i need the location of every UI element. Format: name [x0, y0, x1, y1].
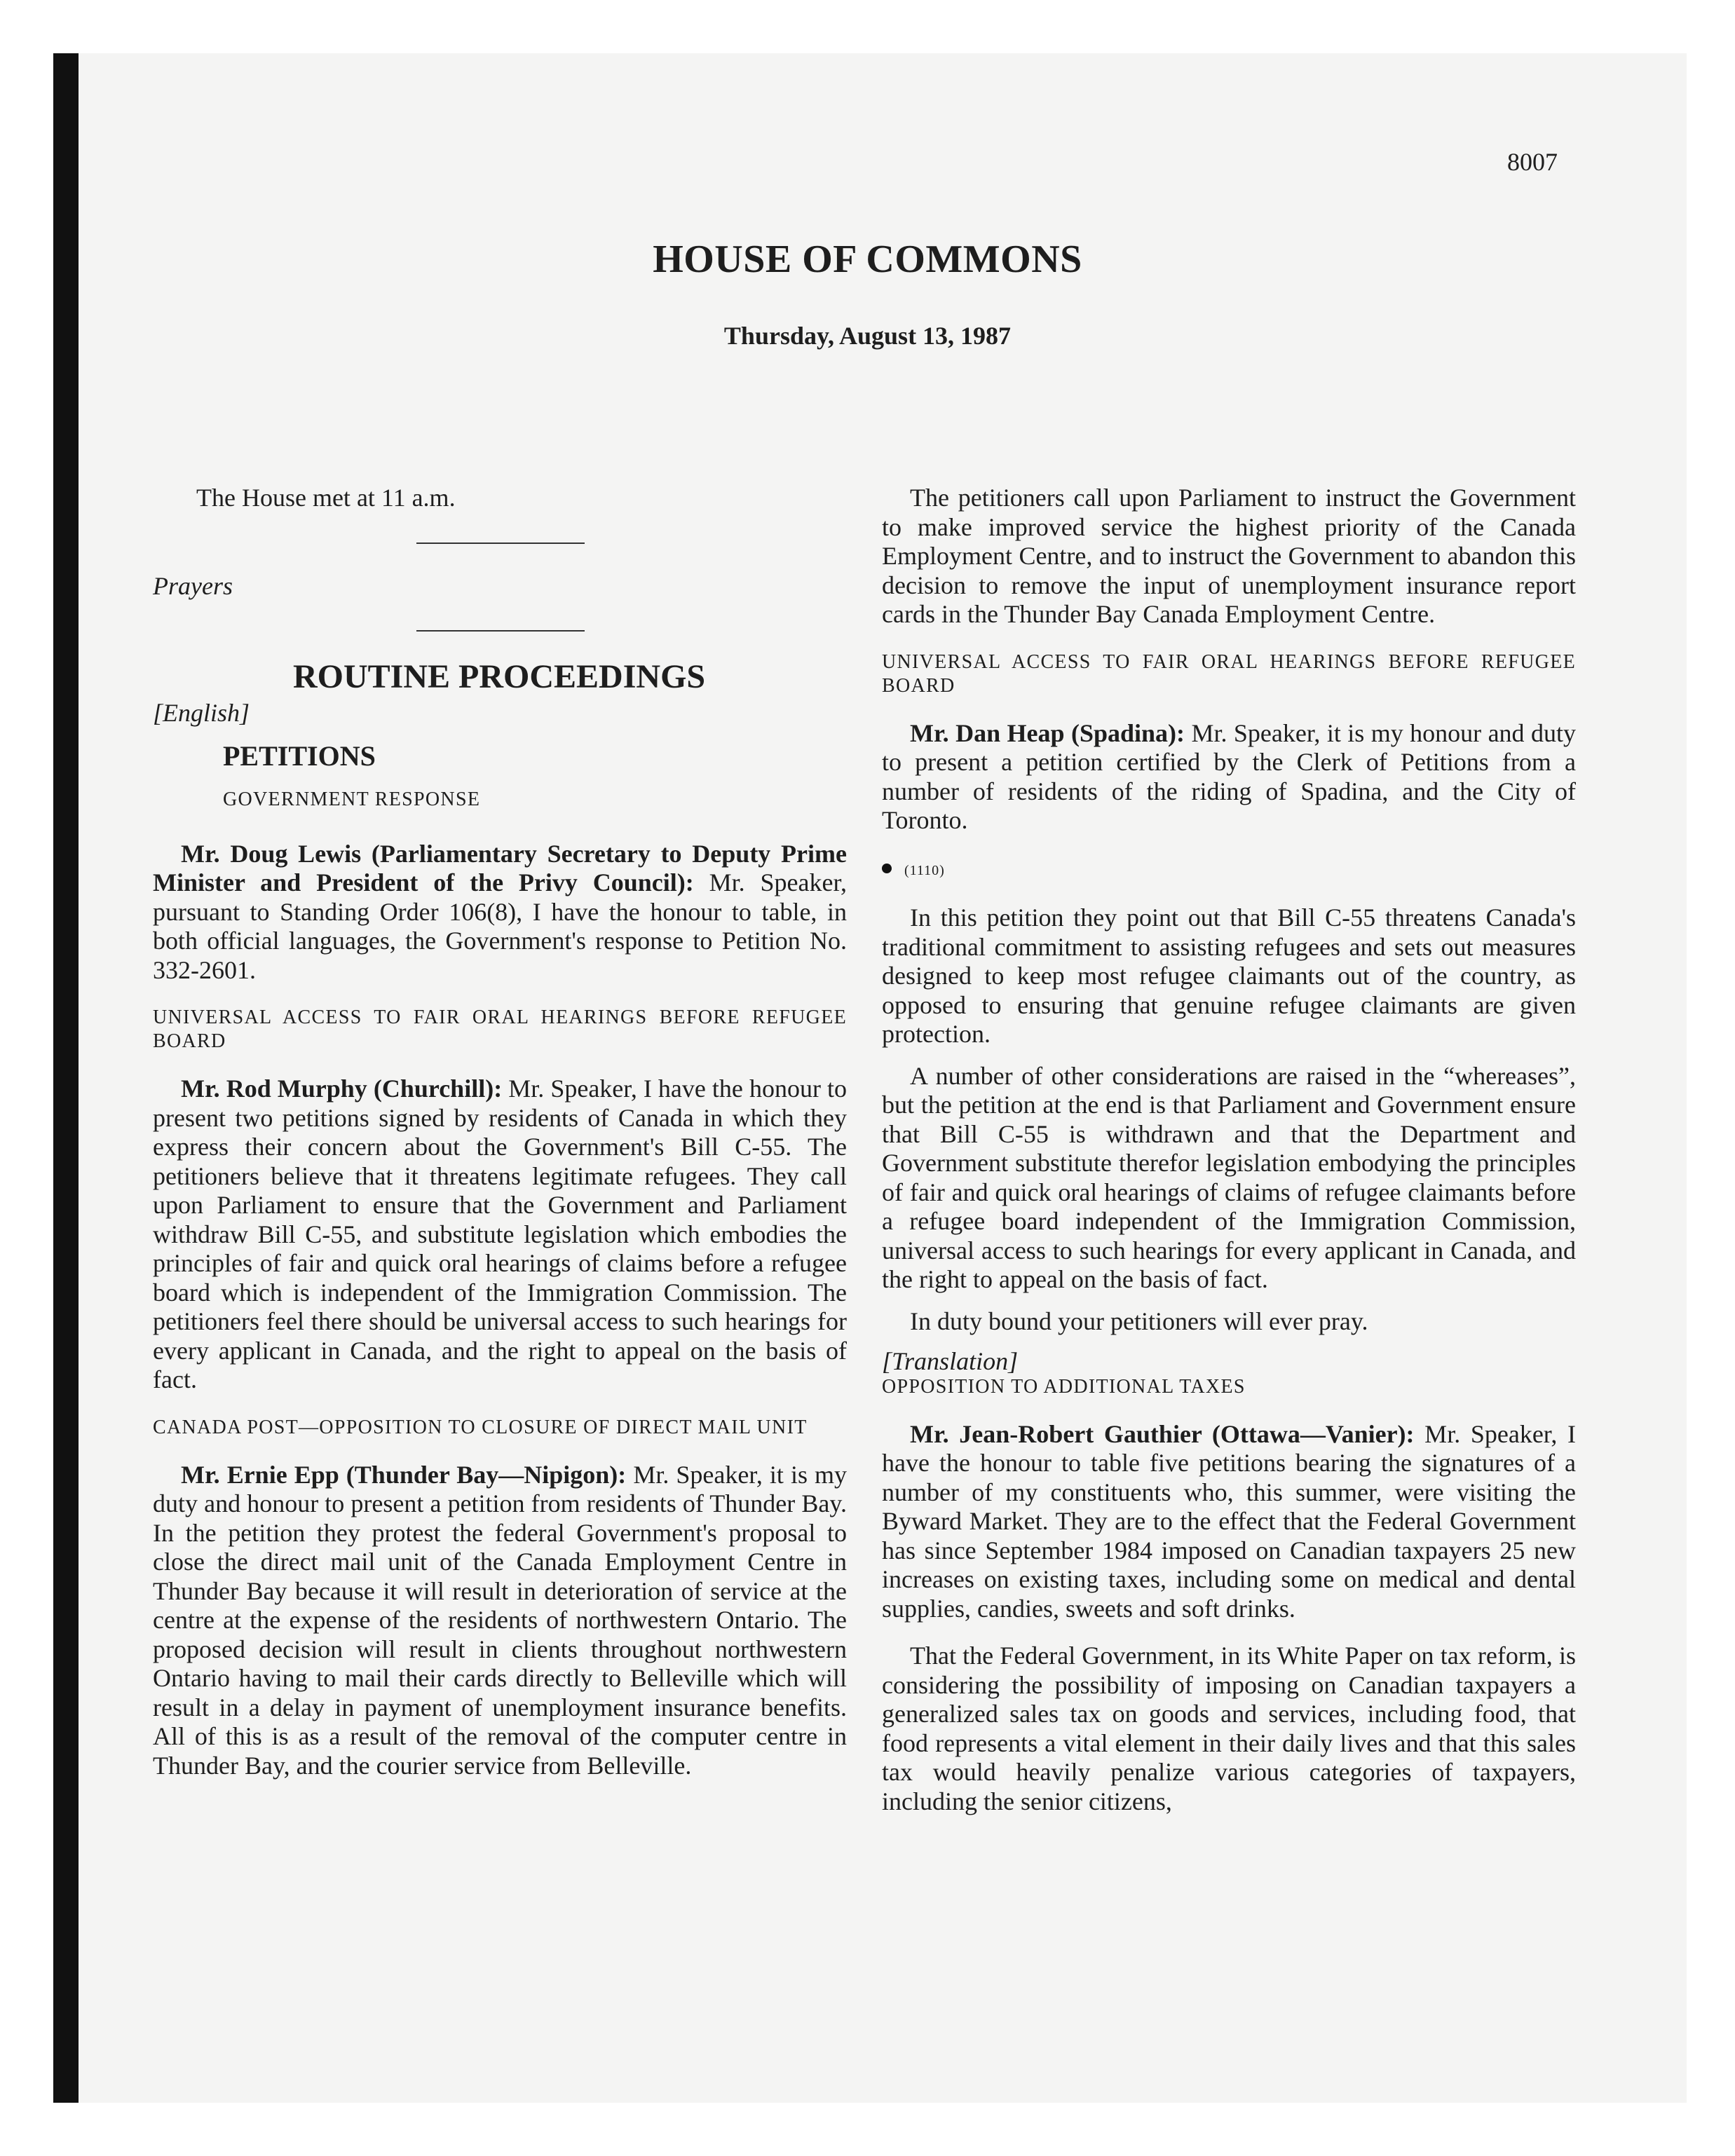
language-marker: [English]	[153, 698, 250, 727]
heap-text: Mr. Speaker, it is my honour and duty to present a petition certified by the Clerk of Petitions from a number of residents of the riding of Spadina, and the City of Toronto.	[882, 718, 1576, 834]
divider-rule	[416, 543, 585, 544]
bullet-dot-icon	[882, 864, 892, 873]
epp-continued-paragraph: The petitioners call upon Parliament to instruct the Government to make improved service the highest priority of the Canada Employment Centre, and to instruct the Government to abandon this decision to remove the input of unemployment insurance report cards in the Thunder Bay Canada Employment Centre.	[882, 484, 1576, 628]
page-number: 8007	[1507, 148, 1558, 176]
translation-marker: [Translation]	[882, 1347, 1019, 1375]
house-title: HOUSE OF COMMONS	[653, 238, 1082, 281]
refugee-heading: UNIVERSAL ACCESS TO FAIR ORAL HEARINGS BEFORE REFUGEE BOARD	[153, 1007, 847, 1052]
petitions-heading: PETITIONS	[223, 740, 376, 772]
refugee-heading: UNIVERSAL ACCESS TO FAIR ORAL HEARINGS BEFORE REFUGEE BOARD	[882, 650, 1576, 697]
binding-edge	[53, 53, 79, 2103]
heap-paragraph	[882, 719, 1576, 835]
gauthier-paragraph	[882, 1420, 1576, 1624]
gauthier-paragraph-2: That the Federal Government, in its White Paper on tax reform, is considering the possibility of imposing on Canadian taxpayers a generalized sales tax on goods and services, including food, that food represents a vital element in their daily lives and that this sales tax would heavily penalize various categories of taxpayers, including the senior citizens,	[882, 1642, 1576, 1815]
canada-post-heading: CANADA POST—OPPOSITION TO CLOSURE OF DIRECT MAIL UNIT	[153, 1416, 808, 1438]
lewis-speaker: Mr. Doug Lewis (Parliamentary Secretary to Deputy Prime Minister and President of the Privy Council):	[153, 839, 847, 896]
opening-text: The House met at 11 a.m.	[196, 484, 456, 512]
gauthier-speaker: Mr. Jean-Robert Gauthier (Ottawa—Vanier):	[910, 1419, 1415, 1448]
divider-rule	[416, 630, 585, 632]
heap-paragraph-3: A number of other considerations are raised in the “whereases”, but the petition at the end is that Parliament and Government ensure that Bill C-55 is withdrawn and that the Department and Government substitute therefor legislation embodying the principles of fair and quick oral hearings of claims of refugee claimants before a refugee board independent of the Immigration Commission, universal access to such hearings for every applicant in Canada, and the right to appeal on the basis of fact.	[882, 1061, 1576, 1293]
time-marker: (1110)	[904, 862, 945, 878]
gauthier-text: Mr. Speaker, I have the honour to table five petitions bearing the signatures of a number of my constituents who, this summer, were visiting the Byward Market. They are to the effect that the Federal Government has since September 1984 imposed on Canadian taxpayers 25 new increases on existing taxes, including some on medical and dental supplies, candies, sweets and soft drinks.	[882, 1419, 1576, 1623]
lewis-text: Mr. Speaker, pursuant to Standing Order 106(8), I have the honour to table, in both official languages, the Government's response to Petition No. 332-2601.	[153, 868, 847, 984]
epp-speaker: Mr. Ernie Epp (Thunder Bay—Nipigon):	[181, 1460, 627, 1489]
routine-proceedings-heading: ROUTINE PROCEEDINGS	[293, 658, 706, 695]
taxes-heading: OPPOSITION TO ADDITIONAL TAXES	[882, 1375, 1246, 1398]
sitting-date: Thursday, August 13, 1987	[723, 322, 1012, 350]
time-marker-line	[882, 852, 1576, 886]
prayers-heading: Prayers	[153, 571, 233, 600]
heap-speaker: Mr. Dan Heap (Spadina):	[910, 718, 1185, 747]
epp-paragraph	[153, 1461, 847, 1781]
heap-paragraph-4: In duty bound your petitioners will ever pray.	[910, 1306, 1368, 1335]
government-response-heading: GOVERNMENT RESPONSE	[223, 788, 481, 810]
epp-text: Mr. Speaker, it is my duty and honour to present a petition from residents of Thunder Bay. In the petition they protest the federal Government's proposal to close the direct mail unit of the Canada Employment Centre in Thunder Bay because it will result in deterioration of service at the centre at the expense of the residents of northwestern Ontario. The proposed decision will result in clients throughout northwestern Ontario having to mail their cards directly to Belleville which will result in a delay in payment of unemployment insurance benefits. All of this is as a result of the removal of the computer centre in Thunder Bay, and the courier service from Belleville.	[153, 1460, 847, 1780]
heap-paragraph-2: In this petition they point out that Bill C-55 threatens Canada's traditional commitment to assisting refugees and sets out measures designed to keep most refugee claimants out of the country, as opposed to ensuring that genuine refugee claimants are given protection.	[882, 903, 1576, 1048]
lewis-paragraph	[153, 840, 847, 985]
right-column	[882, 484, 1576, 1816]
left-column	[153, 484, 847, 1780]
murphy-paragraph	[153, 1074, 847, 1395]
murphy-speaker: Mr. Rod Murphy (Churchill):	[181, 1074, 503, 1103]
murphy-text: Mr. Speaker, I have the honour to present two petitions signed by residents of Canada in which they express their concern about the Government's Bill C-55. The petitioners believe that it threatens legitimate refugees. They call upon Parliament to ensure that the Government and Parliament withdraw Bill C-55, and substitute legislation which embodies the principles of fair and quick oral hearings of claims before a refugee board which is independent of the Immigration Commission. The petitioners feel there should be universal access to such hearings for every applicant in Canada, and the right to appeal on the basis of fact.	[153, 1074, 847, 1393]
